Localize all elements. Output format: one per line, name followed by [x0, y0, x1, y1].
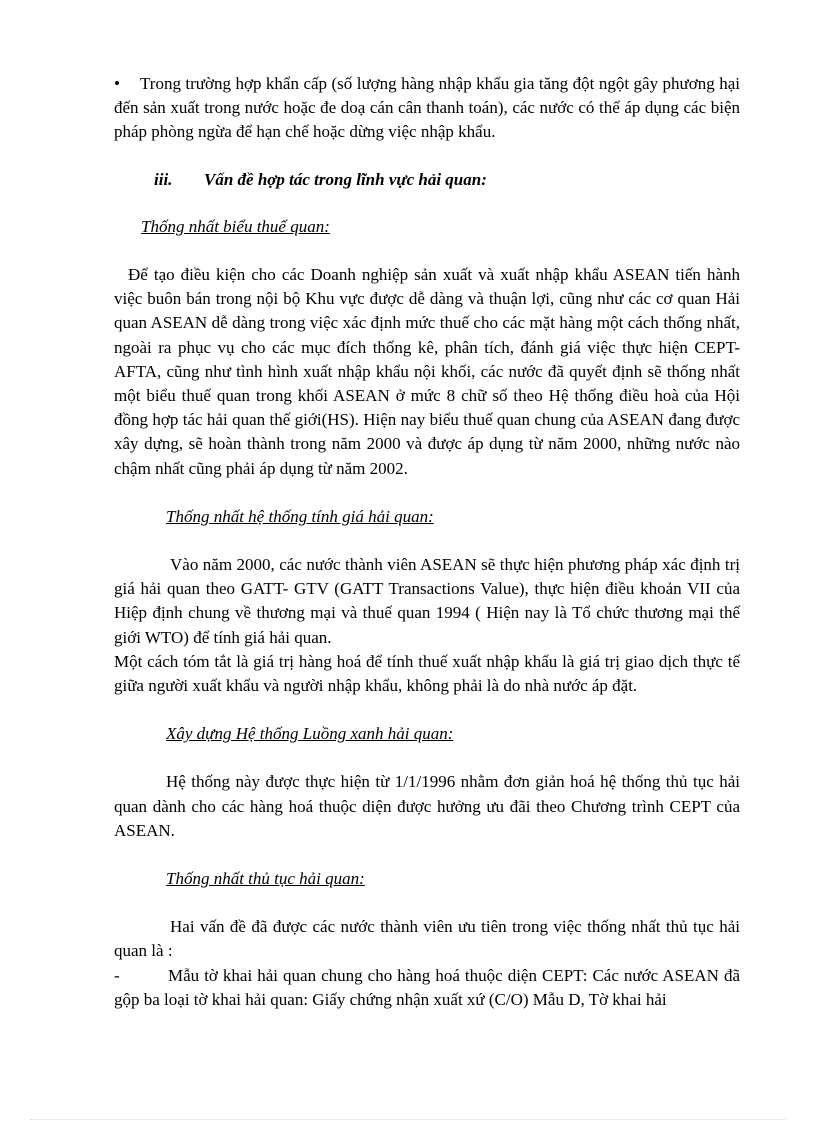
dash-mark: - [114, 965, 120, 985]
section-heading [114, 168, 740, 192]
subheading-green-lane: Xây dựng Hệ thống Luồng xanh hải quan: [166, 724, 454, 744]
subheading-tariff: Thống nhất biểu thuế quan: [141, 216, 330, 236]
bullet-text: Trong trường hợp khẩn cấp (số lượng hàng nhập khẩu gia tăng đột ngột gây phương hại đến sản xuất trong nước hoặc đe doạ cán cân thanh toán), các nước có thể áp dụng các biện pháp phòng ngừa để hạn chế hoặc dừng việc nhập khẩu. [114, 74, 740, 142]
paragraph-valuation: Vào năm 2000, các nước thành viên ASEAN sẽ thực hiện phương pháp xác định trị giá hải quan theo GATT- GTV (GATT Transactions Value), thực hiện điều khoản VII của Hiệp định chung về thương mại và thuế quan 1994 ( Hiện nay là Tổ chức thương mại thế giới WTO) để tính giá hải quan. [114, 555, 740, 647]
dash-item-text: Mẫu tờ khai hải quan chung cho hàng hoá thuộc diện CEPT: Các nước ASEAN đã gộp ba loại tờ khai hải quan: Giấy chứng nhận xuất xứ (C/O) Mẫu D, Tờ khai hải [114, 965, 740, 1009]
paragraph-tariff: Để tạo điều kiện cho các Doanh nghiệp sản xuất và xuất nhập khẩu ASEAN tiến hành việc buôn bán trong nội bộ Khu vực được dễ dàng và thuận lợi, cũng như các cơ quan Hải quan ASEAN dễ dàng trong việc xác định mức thuế cho các mặt hàng một cách thống nhất, ngoài ra phục vụ cho các mục đích thống kê, phân tích, đánh giá việc thực hiện CEPT- AFTA, cũng như tình hình xuất nhập khẩu nội khối, các nước đã quyết định sẽ thống nhất một biểu thuế quan trong khối ASEAN ở mức 8 chữ số theo Hệ thống điều hoà của Hội đồng hợp tác hải quan thế giới(HS). Hiện nay biểu thuế quan chung của ASEAN đang được xây dựng, sẽ hoàn thành trong năm 2000 và được áp dụng từ năm 2000, những nước nào chậm nhất cũng phải áp dụng từ năm 2002. [114, 265, 740, 478]
subheading-procedures: Thống nhất thủ tục hải quan: [166, 869, 365, 889]
section-number: iii. [154, 169, 173, 189]
bullet-paragraph [114, 72, 740, 145]
document-page [114, 72, 740, 1012]
paragraph-valuation-summary: Một cách tóm tắt là giá trị hàng hoá để tính thuế xuất nhập khẩu là giá trị giao dịch thực tế giữa người xuất khẩu và người nhập khẩu, không phải là do nhà nước áp đặt. [114, 651, 740, 696]
section-title: Vấn đề hợp tác trong lĩnh vực hải quan: [204, 169, 487, 189]
page-bottom-rule [30, 1119, 786, 1120]
paragraph-procedures: Hai vấn đề đã được các nước thành viên ưu tiên trong việc thống nhất thủ tục hải quan là : [114, 917, 740, 961]
bullet-icon: • [114, 74, 120, 93]
paragraph-green-lane: Hệ thống này được thực hiện từ 1/1/1996 nhằm đơn giản hoá hệ thống thủ tục hải quan dành cho các hàng hoá thuộc diện được hưởng ưu đãi theo Chương trình CEPT của ASEAN. [114, 772, 740, 840]
subheading-valuation: Thống nhất hệ thống tính giá hải quan: [166, 506, 434, 526]
dash-list-item [114, 964, 740, 1012]
